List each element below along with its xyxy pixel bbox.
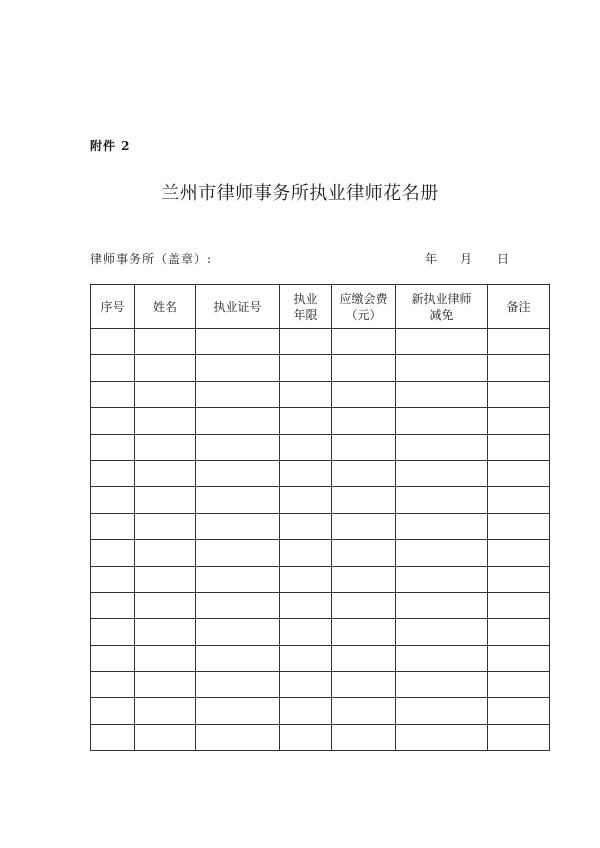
table-cell[interactable]: [396, 513, 488, 539]
column-header-text: 新执业律师: [411, 291, 472, 306]
page-title: 兰州市律师事务所执业律师花名册: [161, 183, 439, 204]
table-cell[interactable]: [488, 592, 550, 618]
table-cell[interactable]: [196, 460, 280, 486]
table-cell[interactable]: [196, 540, 280, 566]
table-cell[interactable]: [488, 381, 550, 407]
table-cell[interactable]: [332, 487, 396, 513]
table-cell[interactable]: [280, 487, 332, 513]
table-cell[interactable]: [396, 619, 488, 645]
table-cell[interactable]: [196, 566, 280, 592]
table-cell[interactable]: [196, 672, 280, 698]
table-cell[interactable]: [196, 487, 280, 513]
table-cell[interactable]: [488, 566, 550, 592]
table-row: [91, 434, 550, 460]
table-cell[interactable]: [488, 460, 550, 486]
table-cell[interactable]: [396, 460, 488, 486]
table-cell[interactable]: [332, 460, 396, 486]
table-row: [91, 381, 550, 407]
table-cell[interactable]: [280, 698, 332, 724]
table-cell[interactable]: [280, 645, 332, 671]
column-header: [332, 285, 396, 329]
table-cell[interactable]: [135, 540, 196, 566]
table-row: [91, 408, 550, 434]
firm-seal-label: 律师事务所（盖章）:: [90, 252, 213, 266]
table-cell[interactable]: [280, 513, 332, 539]
table-cell[interactable]: [91, 460, 135, 486]
table-row: [91, 513, 550, 539]
table-cell[interactable]: [135, 645, 196, 671]
table-cell[interactable]: [396, 408, 488, 434]
table-cell[interactable]: [332, 619, 396, 645]
table-cell[interactable]: [488, 619, 550, 645]
table-cell[interactable]: [135, 329, 196, 355]
table-cell[interactable]: [488, 645, 550, 671]
table-cell[interactable]: [396, 434, 488, 460]
table-cell[interactable]: [396, 329, 488, 355]
table-cell[interactable]: [488, 487, 550, 513]
column-header: [135, 285, 196, 329]
table-cell[interactable]: [135, 434, 196, 460]
table-row: [91, 329, 550, 355]
table-cell[interactable]: [91, 540, 135, 566]
table-cell[interactable]: [91, 645, 135, 671]
date-month-label: 月: [460, 252, 473, 266]
table-cell[interactable]: [135, 408, 196, 434]
table-cell[interactable]: [91, 434, 135, 460]
table-cell[interactable]: [196, 724, 280, 750]
column-header-text: 备注: [506, 299, 531, 314]
table-cell[interactable]: [488, 329, 550, 355]
table-cell[interactable]: [332, 355, 396, 381]
table-cell[interactable]: [332, 724, 396, 750]
table-cell[interactable]: [332, 513, 396, 539]
table-cell[interactable]: [135, 698, 196, 724]
table-cell[interactable]: [196, 381, 280, 407]
column-header-text: 减免: [429, 307, 454, 322]
table-cell[interactable]: [91, 724, 135, 750]
table-cell[interactable]: [396, 672, 488, 698]
table-cell[interactable]: [332, 592, 396, 618]
table-cell[interactable]: [135, 724, 196, 750]
table-cell[interactable]: [196, 592, 280, 618]
table-cell[interactable]: [396, 487, 488, 513]
table-cell[interactable]: [196, 355, 280, 381]
table-cell[interactable]: [488, 540, 550, 566]
column-header: [91, 285, 135, 329]
table-cell[interactable]: [280, 460, 332, 486]
table-cell[interactable]: [488, 672, 550, 698]
table-cell[interactable]: [396, 724, 488, 750]
table-cell[interactable]: [280, 355, 332, 381]
table-cell[interactable]: [332, 408, 396, 434]
table-cell[interactable]: [488, 434, 550, 460]
table-body: [91, 329, 550, 751]
table-cell[interactable]: [91, 408, 135, 434]
column-header: [196, 285, 280, 329]
table-cell[interactable]: [91, 592, 135, 618]
table-cell[interactable]: [332, 645, 396, 671]
table-cell[interactable]: [280, 592, 332, 618]
table-cell[interactable]: [488, 408, 550, 434]
table-cell[interactable]: [396, 645, 488, 671]
table-cell[interactable]: [332, 434, 396, 460]
table-cell[interactable]: [135, 619, 196, 645]
table-row: [91, 540, 550, 566]
table-row: [91, 487, 550, 513]
column-header: [396, 285, 488, 329]
table-cell[interactable]: [135, 566, 196, 592]
table-cell[interactable]: [280, 566, 332, 592]
column-header-text: 姓名: [152, 299, 177, 314]
table-cell[interactable]: [91, 619, 135, 645]
table-cell[interactable]: [135, 672, 196, 698]
table-cell[interactable]: [135, 487, 196, 513]
table-cell[interactable]: [280, 381, 332, 407]
table-cell[interactable]: [396, 566, 488, 592]
table-row: [91, 698, 550, 724]
date-year-label: 年: [425, 252, 438, 266]
table-cell[interactable]: [332, 540, 396, 566]
column-header-text: （元）: [345, 307, 382, 322]
table-row: [91, 566, 550, 592]
table-cell[interactable]: [396, 592, 488, 618]
table-row: [91, 672, 550, 698]
table-cell[interactable]: [91, 698, 135, 724]
table-cell[interactable]: [332, 329, 396, 355]
table-cell[interactable]: [488, 724, 550, 750]
table-cell[interactable]: [91, 381, 135, 407]
table-cell[interactable]: [280, 329, 332, 355]
table-cell[interactable]: [91, 672, 135, 698]
table-cell[interactable]: [280, 540, 332, 566]
column-header-text: 应缴会费: [339, 291, 388, 306]
table-cell[interactable]: [135, 592, 196, 618]
table-row: [91, 355, 550, 381]
table-row: [91, 592, 550, 618]
column-header-text: 年限: [293, 307, 318, 322]
table-cell[interactable]: [332, 672, 396, 698]
table-row: [91, 460, 550, 486]
table-cell[interactable]: [196, 408, 280, 434]
table-cell[interactable]: [280, 434, 332, 460]
table-cell[interactable]: [488, 513, 550, 539]
lawyer-roster-table: [90, 284, 550, 751]
table-cell[interactable]: [135, 513, 196, 539]
column-header-text: 执业证号: [213, 299, 262, 314]
table-cell[interactable]: [396, 381, 488, 407]
table-cell[interactable]: [280, 619, 332, 645]
table-cell[interactable]: [135, 381, 196, 407]
table-cell[interactable]: [280, 672, 332, 698]
table-cell[interactable]: [135, 355, 196, 381]
table-cell[interactable]: [280, 724, 332, 750]
table-row: [91, 619, 550, 645]
table-cell[interactable]: [280, 408, 332, 434]
table-header-row: [91, 285, 550, 329]
table-cell[interactable]: [488, 698, 550, 724]
table-cell[interactable]: [196, 434, 280, 460]
table-cell[interactable]: [196, 698, 280, 724]
table-cell[interactable]: [196, 513, 280, 539]
table-cell[interactable]: [91, 487, 135, 513]
date-day-label: 日: [497, 252, 510, 266]
table-cell[interactable]: [91, 513, 135, 539]
table-cell[interactable]: [396, 698, 488, 724]
table-row: [91, 645, 550, 671]
table-cell[interactable]: [91, 329, 135, 355]
column-header-text: 执业: [293, 291, 318, 306]
table-cell[interactable]: [135, 460, 196, 486]
column-header: [280, 285, 332, 329]
attachment-label: 附件 2: [90, 139, 131, 153]
table-cell[interactable]: [396, 540, 488, 566]
table-cell[interactable]: [332, 698, 396, 724]
column-header: [488, 285, 550, 329]
table-cell[interactable]: [196, 645, 280, 671]
table-row: [91, 724, 550, 750]
column-header-text: 序号: [100, 299, 125, 314]
table-cell[interactable]: [396, 355, 488, 381]
table-cell[interactable]: [488, 355, 550, 381]
table-cell[interactable]: [196, 329, 280, 355]
table-cell[interactable]: [332, 381, 396, 407]
table-cell[interactable]: [332, 566, 396, 592]
table-cell[interactable]: [91, 355, 135, 381]
table-cell[interactable]: [196, 619, 280, 645]
table-cell[interactable]: [91, 566, 135, 592]
